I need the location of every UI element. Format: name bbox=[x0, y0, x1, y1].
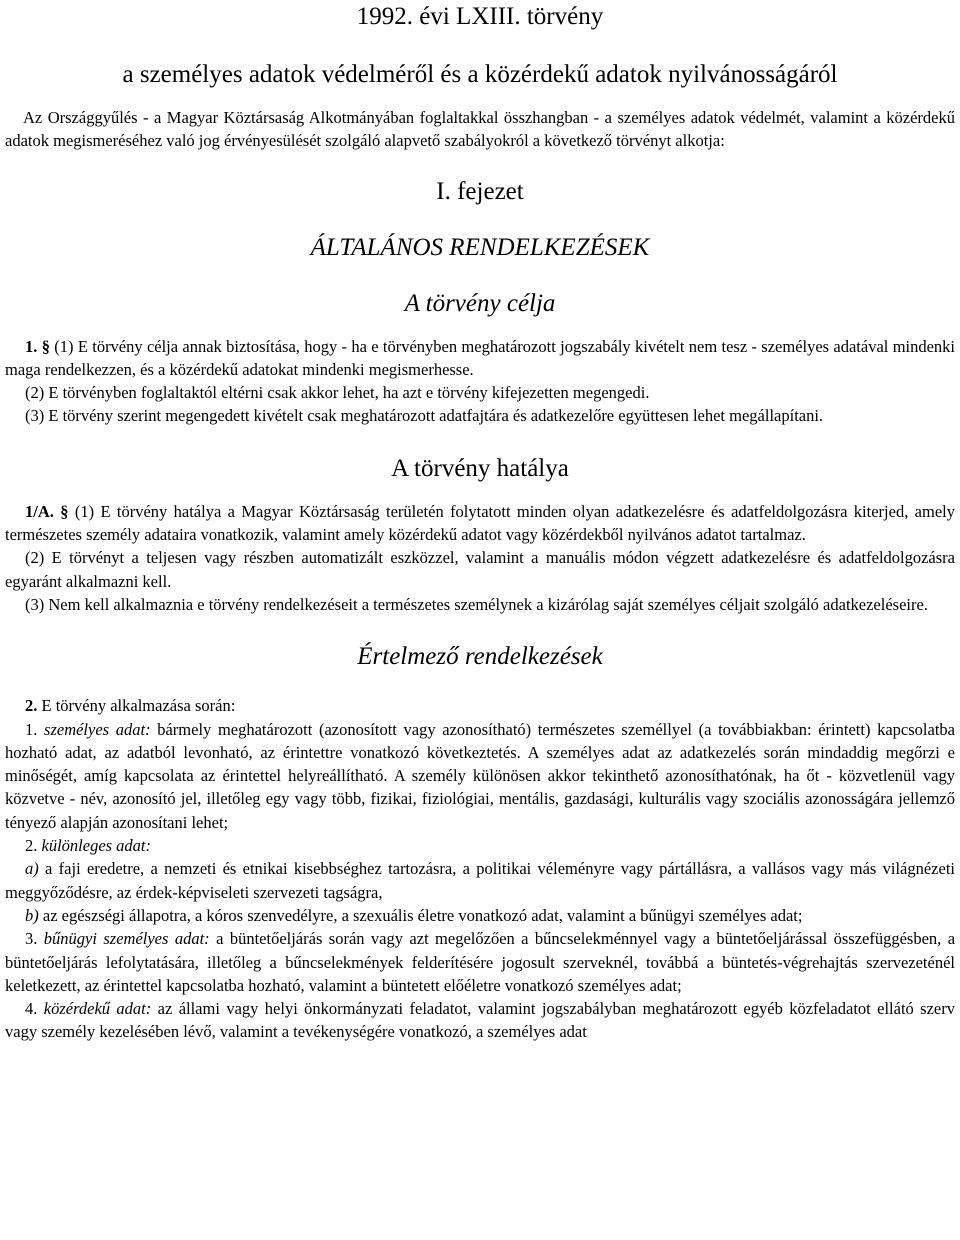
definition-2 bbox=[5, 834, 955, 857]
definition-1 bbox=[5, 718, 955, 834]
definition-2a bbox=[5, 857, 955, 904]
definition-1-term: személyes adat: bbox=[44, 719, 151, 739]
definition-2b bbox=[5, 904, 955, 927]
definition-2a-text: a faji eredetre, a nemzeti és etnikai kisebbséghez tartozásra, a politikai véleményre vagy pártállásra, a vallásos vagy más világnézeti meggyőződésre, az érdek-képviseleti szervezeti tagságra, bbox=[5, 859, 955, 902]
definition-1-text: bármely meghatározott (azonosított vagy azonosítható) természetes személlyel (a továbbiakban: érintett) kapcsolatba hozható adat, az adatból levonható, az érintettre vonatkozó következtetés. A személyes adat az adatkezelés során mindaddig megőrzi e minőségét, amíg kapcsolata az érintettel helyreállítható. A személy különösen akkor tekinthető azonosíthatónak, ha őt - közvetlenül vagy közvetve - név, azonosító jel, illetőleg egy vagy több, fizikai, fiziológiai, mentális, gazdasági, kulturális vagy szociális azonosságára jellemző tényező alapján azonosítani lehet; bbox=[5, 719, 955, 832]
definition-2-number: 2. bbox=[25, 836, 38, 856]
section-1-paragraph-1 bbox=[5, 335, 955, 382]
chapter-heading: I. fejezet bbox=[436, 177, 524, 205]
section-1-number: 1. bbox=[25, 336, 38, 356]
section-2-intro-text: E törvény alkalmazása során: bbox=[41, 696, 236, 716]
section-1-text-1: (1) E törvény célja annak biztosítása, hogy - ha e törvényben meghatározott jogszabály kivételt nem tesz - személyes adatával mindenki maga rendelkezzen, és a közérdekű adatokat mindenki megismerhesse. bbox=[5, 336, 956, 379]
section-1a-paragraph-1 bbox=[5, 500, 955, 547]
definition-2-term: különleges adat: bbox=[41, 836, 152, 856]
definition-4-term: közérdekű adat: bbox=[43, 999, 152, 1019]
section-title-purpose: A törvény célja bbox=[404, 289, 556, 317]
definition-4-text: az állami vagy helyi önkormányzati feladatot, valamint jogszabályban meghatározott egyéb közfeladatot ellátó szerv vagy személy kezelésében lévő, valamint a tevékenységére vonatkozó, a személyes adat bbox=[5, 999, 955, 1042]
definition-3-text: a büntetőeljárás során vagy azt megelőzően a bűncselekménnyel vagy a büntetőeljárással összefüggésben, a büntetőeljárás lefolytatására, illetőleg a bűncselekmények felderítésére jogosult szerveknél, továbbá a büntetés-végrehajtás szervezeténél keletkezett, az érintettel kapcsolatba hozható, valamint a büntetett előéletre vonatkozó személyes adat; bbox=[5, 929, 956, 995]
definition-2b-text: az egészségi állapotra, a kóros szenvedélyre, a szexuális életre vonatkozó adat, valamint a bűnügyi személyes adat; bbox=[42, 905, 803, 925]
section-1a-paragraph-2: (2) E törvényt a teljesen vagy részben automatizált eszközzel, valamint a manuális módon végzett adatkezelésre és adatfeldolgozásra egyaránt alkalmazni kell. bbox=[5, 548, 955, 591]
chapter-title: ÁLTALÁNOS RENDELKEZÉSEK bbox=[310, 233, 650, 261]
definition-2a-letter: a) bbox=[25, 859, 39, 879]
section-1-paragraph-2: (2) E törvényben foglaltaktól eltérni csak akkor lehet, ha azt e törvény kifejezetten megengedi. bbox=[25, 383, 650, 403]
definition-3-term: bűnügyi személyes adat: bbox=[43, 929, 210, 949]
definition-3-number: 3. bbox=[25, 929, 38, 949]
section-1a-number: 1/A. bbox=[25, 501, 54, 521]
section-2-intro bbox=[5, 694, 955, 717]
section-sign: § bbox=[60, 501, 69, 521]
definition-4 bbox=[5, 997, 955, 1044]
definition-3 bbox=[5, 927, 955, 997]
section-2-number: 2. bbox=[25, 696, 38, 716]
section-1-paragraph-3: (3) E törvény szerint megengedett kivételt csak meghatározott adatfajtára és adatkezelőre együttesen lehet megállapítani. bbox=[25, 406, 824, 426]
law-subtitle: a személyes adatok védelméről és a közérdekű adatok nyilvánosságáról bbox=[122, 61, 838, 88]
preamble: Az Országgyűlés - a Magyar Köztársaság Alkotmányában foglaltakkal összhangban - a személyes adatok védelmét, valamint a közérdekű adatok megismeréséhez való jog érvényesülését szolgáló alapvető szabályokról a következő törvényt alkotja: bbox=[5, 108, 955, 151]
law-title: 1992. évi LXIII. törvény bbox=[356, 3, 604, 30]
section-title-definitions: Értelmező rendelkezések bbox=[357, 643, 603, 671]
definition-1-number: 1. bbox=[25, 719, 38, 739]
section-title-scope: A törvény hatálya bbox=[391, 454, 569, 482]
section-1a-text-1: (1) E törvény hatálya a Magyar Köztársaság területén folytatott minden olyan adatkezelésre és adatfeldolgozásra kiterjed, amely természetes személy adataira vonatkozik, valamint amely közérdekű adatot vagy közérdekből nyilvános adatot tartalmaz. bbox=[5, 501, 955, 545]
definition-2b-letter: b) bbox=[25, 905, 39, 925]
section-1a-paragraph-3: (3) Nem kell alkalmaznia e törvény rendelkezéseit a természetes személynek a kizárólag saját személyes céljait szolgáló adatkezeléseire. bbox=[25, 594, 928, 614]
section-sign: § bbox=[41, 336, 50, 356]
definition-4-number: 4. bbox=[25, 999, 38, 1019]
